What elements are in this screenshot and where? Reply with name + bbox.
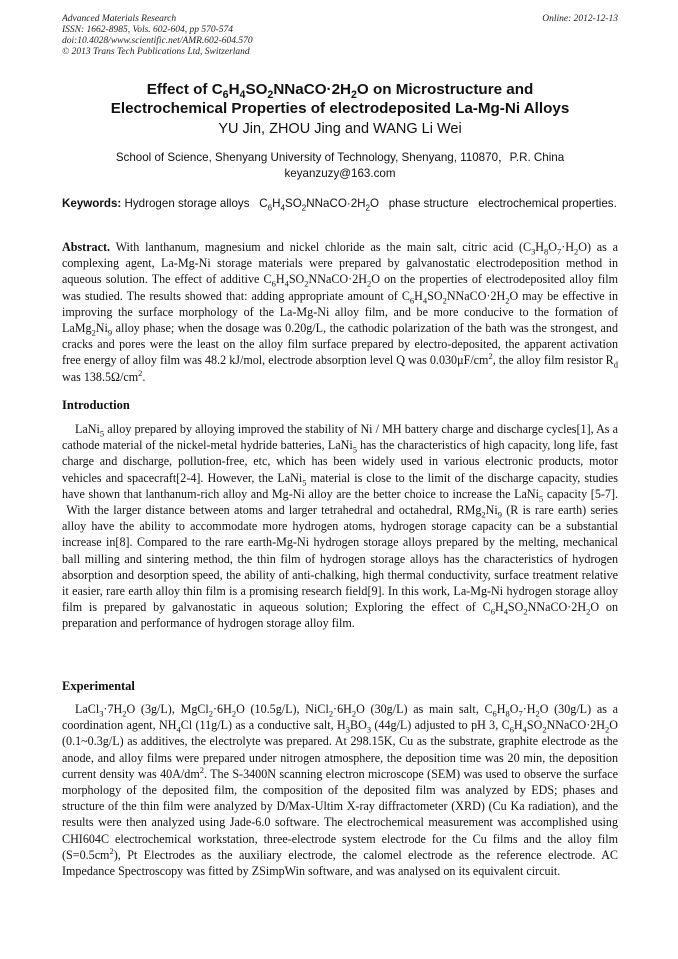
experimental-paragraph: $LaCl_3\cdot 7H_2O$ (3g/L), $MgCl_2\cdot 6H_2O$ (10.5g/L), $NiCl_2\cdot 6H_2O$ (30g/L) as main salt, $C_6H_8O_7\cdot H_2O$ (30g/L) as a coordination agent, $NH_4Cl$ (11g/L) as a conductive salt, $H_3BO_3$ (44g/L) adjusted to pH 3, $C_6H_4SO_2NNaCO\cdot 2H_2O$ (0.1~0.3g/L) as additives, the electrolyte was prepared. At 298.15K, Cu as the substrate, graphite electrode as the anode, and alloy films were prepared under nitrogen atmosphere, the deposition time was 20 min, the deposition current density was $40A/dm^2$. The S-3400N scanning electron microscope (SEM) was used to observe the surface morphology of the deposited film, the composition of the deposited film was analyzed by EDS; phases and structure of the thin film were analyzed by D/Max-Ultim X-ray diffractometer (XRD) (Cu Ka radiation), and the results were then analyzed using Jade-6.0 software. The electrochemical measurement was accomplished using CHI604C electrochemical workstation, three-electrode system electrode for the Cu films and the alloy film $(S=0.5cm^2)$, Pt Electrodes as the auxiliary electrode, the calomel electrode as the reference electrode. AC Impedance Spectroscopy was fitted by ZSimpWin software, and was analysed on its equivalent circuit.	[62, 702, 619, 879]
copyright-line: © 2013 Trans Tech Publications Ltd, Switzerland	[62, 47, 250, 57]
paper-title: Effect of $C_6H_4SO_2NNaCO\cdot 2H_2O$ on Microstructure and Electrochemical Properties of electrodeposited La-Mg-Ni Alloys	[110, 81, 570, 117]
journal-header	[62, 14, 618, 58]
introduction-paragraph: LaNi$_5$ alloy prepared by alloying improved the stability of Ni / MH battery charge and discharge cycles[1], As a cathode material of the nickel-metal hydride batteries, LaNi$_5$ has the characteristics of high capacity, long life, fast charge and discharge, pollution-free, etc, which has been widely used in various electronic products, motor vehicles and spacecraft[2-4]. However, the LaNi$_5$ material is close to the limit of the discharge capacity, studies have shown that lanthanum-rich alloy and Mg-Ni alloy are the better choice to increase the LaNi$_5$ capacity [5-7]. With the larger distance between atoms and larger tetrahedral and octahedral, $RMg_2Ni_9$ (R is rare earth) series alloy have the ability to accommodate more hydrogen atoms, hydrogen storage capacity can be a substantial increase in[8]. Compared to the rare earth-Mg-Ni hydrogen storage alloys prepared by the melting, mechanical ball milling and sintering method, the thin film of hydrogen storage alloys has the characteristics of hydrogen absorption and desorption speed, the ability of anti-chalking, high thermal conductivity, surface treatment relative it easier, rare earth alloy thin film is a promising research field[9]. In this work, La-Mg-Ni hydrogen storage alloy film is prepared by galvanostatic in aqueous solution; Exploring the effect of $C_6H_4SO_2NNaCO\cdot 2H_2O$ on preparation and performance of hydrogen storage alloy film.	[62, 422, 619, 631]
abstract-label: Abstract.	[62, 240, 111, 254]
doi-line: doi:10.4028/www.scientific.net/AMR.602-604.570	[62, 36, 253, 46]
keywords	[62, 196, 618, 211]
paper-authors: YU Jin, ZHOU Jing and WANG Li Wei	[218, 121, 462, 137]
issn-line: ISSN: 1662-8985, Vols. 602-604, pp 570-574	[62, 25, 233, 35]
section-heading-experimental: Experimental	[62, 679, 135, 693]
author-email: keyanzuzy@163.com	[284, 167, 396, 180]
keywords-label: Keywords:	[62, 197, 122, 210]
abstract-text: With lanthanum, magnesium and nickel chloride as the main salt, citric acid $(C_3H_8O_7\cdot H_2O)$ as a complexing agent, La-Mg-Ni storage materials were prepared by galvanostatic electrodeposition method in aqueous solution. The effect of additive $C_6H_4SO_2NNaCO\cdot 2H_2O$ on the properties of electrodeposited alloy film was studied. The results showed that: adding appropriate amount of $C_6H_4SO_2NNaCO\cdot 2H_2O$ may be effective in improving the surface morphology of the La-Mg-Ni alloy film, and be more conducive to the formation of $LaMg_2Ni_9$ alloy phase; when the dosage was 0.20g/L, the cathodic polarization of the bath was the strongest, and cracks and pores were the least on the alloy film surface prepared by electro-deposited, the apparent activation free energy of alloy film was 48.2 kJ/mol, electrode absorption level Q was $0.030\mu F/cm^2$, the alloy film resistor $R_d$ was $138.5\Omega/cm^2$.	[62, 240, 619, 384]
affiliation: School of Science, Shenyang University of Technology, Shenyang, 110870，P.R. China	[115, 151, 565, 164]
affiliation-block	[70, 150, 610, 182]
journal-name: Advanced Materials Research	[62, 14, 177, 24]
abstract	[62, 239, 618, 385]
section-heading-introduction: Introduction	[62, 398, 130, 412]
online-date: Online: 2012-12-13	[542, 14, 618, 24]
keywords-text: Hydrogen storage alloys $C_6H_4SO_2NNaCO\cdot 2H_2O$ phase structure electrochemical properties.	[121, 197, 617, 213]
